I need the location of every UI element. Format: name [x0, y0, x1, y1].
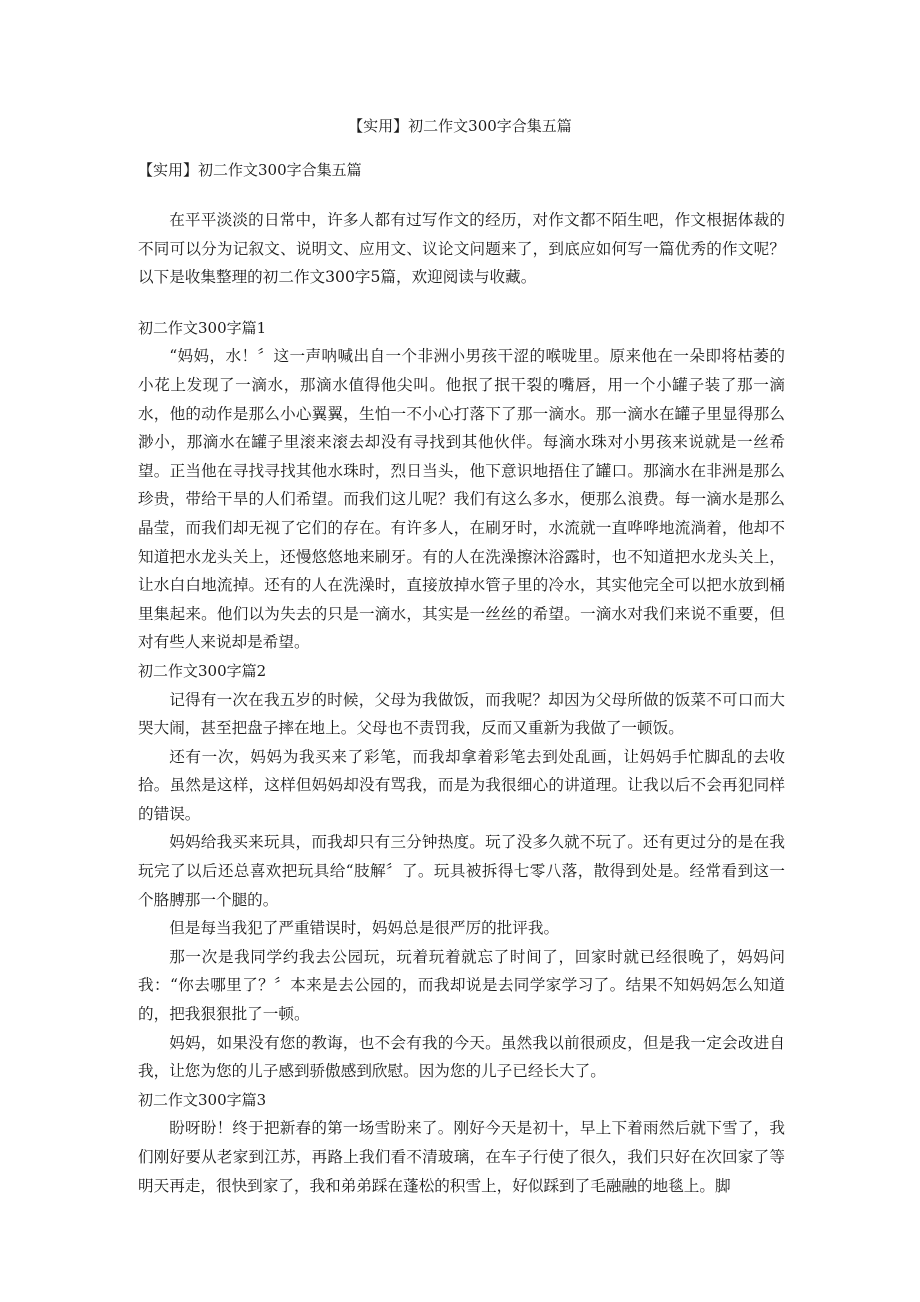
- body-paragraph: 妈妈，如果没有您的教诲，也不会有我的今天。虽然我以前很顽皮，但是我一定会改进自我，让您为您的儿子感到骄傲感到欣慰。因为您的儿子已经长大了。: [138, 1033, 785, 1081]
- body-paragraph: 记得有一次在我五岁的时候，父母为我做饭，而我呢？却因为父母所做的饭菜不可口而大哭大闹，甚至把盘子摔在地上。父母也不责罚我，反而又重新为我做了一顿饭。: [138, 690, 785, 738]
- body-paragraph: 还有一次，妈妈为我买来了彩笔，而我却拿着彩笔去到处乱画，让妈妈手忙脚乱的去收拾。虽然是这样，这样但妈妈却没有骂我，而是为我很细心的讲道理。让我以后不会再犯同样的错误。: [138, 747, 785, 823]
- intro-paragraph: 在平平淡淡的日常中，许多人都有过写作文的经历，对作文都不陌生吧，作文根据体裁的不同可以分为记叙文、说明文、应用文、议论文问题来了，到底应如何写一篇优秀的作文呢？以下是收集整理的初二作文300字5篇，欢迎阅读与收藏。: [138, 211, 785, 287]
- document-subtitle: 【实用】初二作文300字合集五篇: [138, 161, 362, 179]
- section-heading: 初二作文300字篇3: [138, 1090, 267, 1109]
- document-title: 【实用】初二作文300字合集五篇: [348, 117, 572, 135]
- body-paragraph: “妈妈，水！〞这一声呐喊出自一个非洲小男孩干涩的喉咙里。原来他在一朵即将枯萎的小花上发现了一滴水，那滴水值得他尖叫。他抿了抿干裂的嘴唇，用一个小罐子装了那一滴水，他的动作是那么小心翼翼，生怕一不小心打落下了那一滴水。那一滴水在罐子里显得那么渺小，那滴水在罐子里滚来滚去却没有寻找到其他伙伴。每滴水珠对小男孩来说就是一丝希望。正当他在寻找寻找其他水珠时，烈日当头，他下意识地捂住了罐口。那滴水在非洲是那么珍贵，带给干旱的人们希望。而我们这儿呢？我们有这么多水，便那么浪费。每一滴水是那么晶莹，而我们却无视了它们的存在。有许多人，在刷牙时，水流就一直哗哗地流淌着，他却不知道把水龙头关上，还慢悠悠地来刷牙。有的人在洗澡擦沐浴露时，也不知道把水龙头关上，让水白白地流掉。还有的人在洗澡时，直接放掉水管子里的冷水，其实他完全可以把水放到桶里集起来。他们以为失去的只是一滴水，其实是一丝丝的希望。一滴水对我们来说不重要，但对有些人来说却是希望。: [138, 347, 785, 652]
- section-heading: 初二作文300字篇1: [138, 318, 267, 337]
- document-body: [138, 206, 785, 1200]
- section-heading: 初二作文300字篇2: [138, 661, 267, 680]
- body-paragraph: 盼呀盼！终于把新春的第一场雪盼来了。刚好今天是初十，早上下着雨然后就下雪了，我们刚好要从老家到江苏，再路上我们看不清玻璃，在车子行使了很久，我们只好在次回家了等明天再走，很快到家了，我和弟弟踩在蓬松的积雪上，好似踩到了毛融融的地毯上。脚: [138, 1119, 785, 1195]
- body-paragraph: 妈妈给我买来玩具，而我却只有三分钟热度。玩了没多久就不玩了。还有更过分的是在我玩完了以后还总喜欢把玩具给“肢解〞了。玩具被拆得七零八落，散得到处是。经常看到这一个胳膊那一个腿的。: [138, 833, 785, 909]
- body-paragraph: 那一次是我同学约我去公园玩，玩着玩着就忘了时间了，回家时就已经很晚了，妈妈问我：“你去哪里了？〞本来是去公园的，而我却说是去同学家学习了。结果不知妈妈怎么知道的，把我狠狠批了一顿。: [138, 947, 785, 1024]
- body-paragraph: 但是每当我犯了严重错误时，妈妈总是很严厉的批评我。: [169, 919, 560, 938]
